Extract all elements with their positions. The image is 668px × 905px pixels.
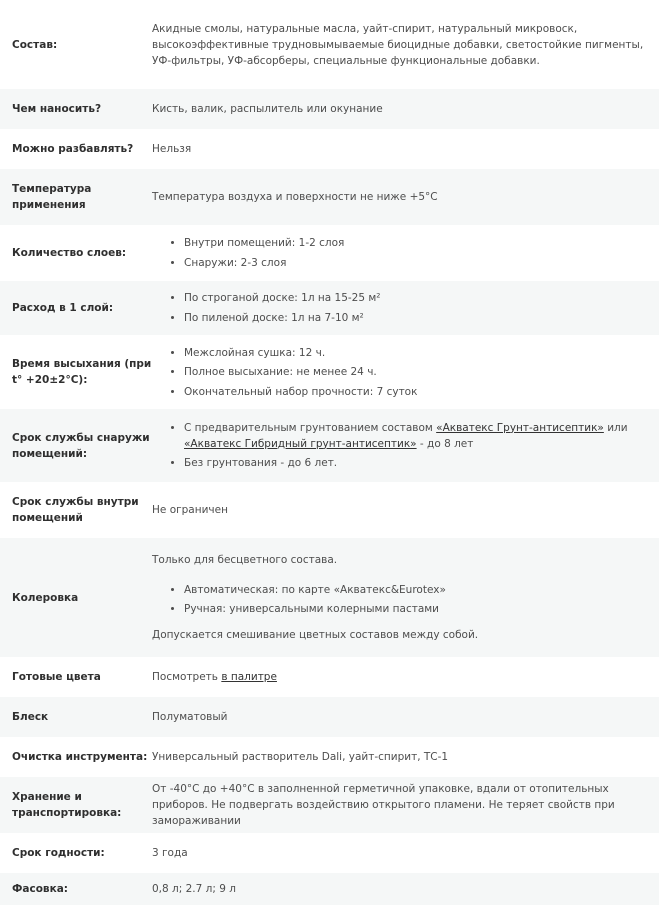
spec-value (152, 420, 659, 472)
list-item: • Автоматическая: по карте «Акватекс&Eurotex» (184, 582, 659, 598)
palette-link[interactable]: в палитре (221, 671, 277, 683)
list-item: • Межслойная сушка: 12 ч. (184, 345, 659, 361)
spec-row-temperature (0, 169, 659, 225)
tinting-list (152, 582, 659, 618)
colors-text: Посмотреть (152, 671, 222, 683)
outdoor-life-list (152, 420, 659, 472)
spec-label: Срок годности: (12, 847, 105, 859)
spec-row-composition (0, 0, 659, 89)
spec-value (152, 345, 659, 400)
tinting-intro: Только для бесцветного состава. (152, 553, 338, 566)
spec-row-consumption (0, 281, 659, 335)
list-item: • Полное высыхание: не менее 24 ч. (184, 364, 659, 380)
spec-label: Очистка инструмента: (12, 751, 148, 763)
spec-value: Не ограничен (152, 504, 228, 516)
spec-value: Акидные смолы, натуральные масла, уайт-спирит, натуральный микровоск, высокоэффективные трудновымываемые биоцидные добавки, светостойкие пигменты, УФ-фильтры, УФ-абсорберы, специальные функциональные добавки. (152, 22, 644, 67)
spec-value (152, 235, 659, 271)
spec-value: 0,8 л; 2.7 л; 9 л (152, 883, 236, 895)
spec-value (152, 552, 659, 644)
tinting-note: Допускается смешивание цветных составов между собой. (152, 629, 479, 642)
spec-label: Фасовка: (12, 883, 68, 895)
spec-label: Готовые цвета (12, 671, 101, 683)
spec-row-outdoor-life (0, 409, 659, 482)
list-item (184, 420, 659, 452)
spec-row-shelf-life (0, 833, 659, 873)
drying-list (152, 345, 659, 400)
list-item: • По пиленой доске: 1л на 7-10 м² (184, 310, 659, 326)
spec-row-application (0, 89, 659, 129)
spec-value: Полуматовый (152, 711, 228, 723)
list-item: • Снаружи: 2-3 слоя (184, 255, 659, 271)
spec-value: Универсальный растворитель Dali, уайт-спирит, ТС-1 (152, 751, 449, 763)
list-item: • Внутри помещений: 1-2 слоя (184, 235, 659, 251)
spec-label: Можно разбавлять? (12, 143, 134, 155)
spec-row-gloss (0, 697, 659, 737)
spec-label: Температура применения (12, 183, 92, 211)
spec-value: От -40°С до +40°С в заполненной герметичной упаковке, вдали от отопительных приборов. Не подвергать воздействию открытого пламени. Не теряет свойств при замораживании (152, 783, 615, 827)
spec-value (152, 290, 659, 326)
list-item-text: С предварительным грунтованием составом (184, 421, 437, 434)
spec-label: Количество слоев: (12, 247, 127, 259)
spec-row-indoor-life (0, 482, 659, 538)
spec-row-packaging (0, 873, 659, 905)
spec-row-drying (0, 335, 659, 409)
spec-row-cleaning (0, 737, 659, 777)
consumption-list (152, 290, 659, 326)
list-item-text: или (603, 421, 628, 434)
spec-value: 3 года (152, 847, 188, 859)
spec-row-storage (0, 777, 659, 833)
primer-antiseptic-link[interactable]: «Акватекс Грунт-антисептик» (436, 421, 604, 434)
spec-label: Время высыхания (при t° +20±2°С): (12, 358, 152, 386)
spec-label: Блеск (12, 711, 49, 723)
spec-label: Чем наносить? (12, 103, 102, 115)
spec-row-tinting (0, 538, 659, 657)
list-item: • Без грунтования - до 6 лет. (184, 455, 659, 471)
spec-label: Срок службы снаружи помещений: (12, 431, 150, 460)
spec-row-dilution (0, 129, 659, 169)
list-item: • Окончательный набор прочности: 7 суток (184, 384, 659, 400)
spec-value (152, 669, 659, 685)
spec-label: Хранение и транспортировка: (12, 791, 122, 819)
hybrid-primer-link[interactable]: «Акватекс Гибридный грунт-антисептик» (184, 437, 417, 450)
spec-row-layers (0, 225, 659, 281)
spec-label: Колеровка (12, 591, 79, 604)
list-item: • По строганой доске: 1л на 15-25 м² (184, 290, 659, 306)
list-item-text: - до 8 лет (416, 437, 474, 450)
spec-label: Срок службы внутри помещений (12, 496, 139, 524)
spec-value: Нельзя (152, 143, 192, 155)
spec-label: Расход в 1 слой: (12, 302, 114, 314)
spec-label: Состав: (12, 38, 58, 51)
spec-row-colors (0, 657, 659, 697)
spec-value: Кисть, валик, распылитель или окунание (152, 103, 383, 115)
list-item: • Ручная: универсальными колерными пастами (184, 601, 659, 617)
layers-list (152, 235, 659, 271)
spec-value: Температура воздуха и поверхности не ниже +5°С (152, 191, 438, 203)
